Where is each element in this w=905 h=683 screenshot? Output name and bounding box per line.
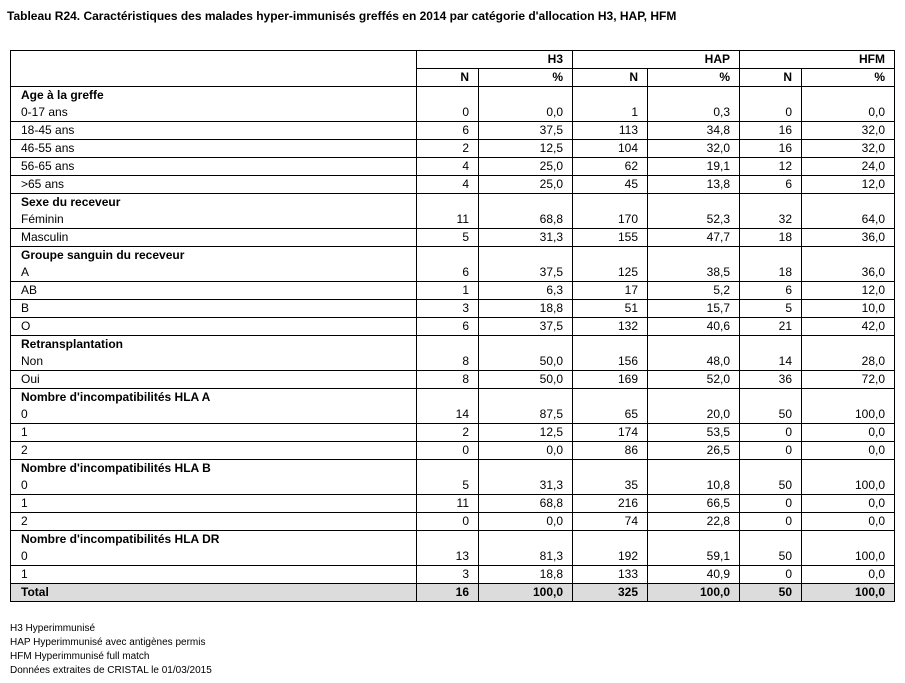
- table-cell: [479, 336, 573, 354]
- total-cell: 100,0: [802, 584, 895, 602]
- table-cell: 2: [417, 140, 479, 158]
- table-cell: 32,0: [802, 122, 895, 140]
- table-cell: 170: [573, 211, 648, 229]
- table-cell: 36,0: [802, 264, 895, 282]
- table-cell: 0,0: [802, 495, 895, 513]
- table-cell: 37,5: [479, 264, 573, 282]
- table-cell: 6: [417, 318, 479, 336]
- table-cell: 100,0: [802, 548, 895, 566]
- table-cell: 86: [573, 442, 648, 460]
- row-label: 2: [11, 442, 417, 460]
- table-cell: 31,3: [479, 229, 573, 247]
- table-cell: 155: [573, 229, 648, 247]
- section-header-row: [11, 247, 895, 265]
- row-label: 0: [11, 477, 417, 495]
- row-label: 46-55 ans: [11, 140, 417, 158]
- table-cell: 5: [417, 477, 479, 495]
- subheader: %: [648, 69, 740, 87]
- table-cell: 16: [740, 122, 802, 140]
- table-cell: 48,0: [648, 353, 740, 371]
- section-header-row: [11, 194, 895, 212]
- table-cell: 0,3: [648, 104, 740, 122]
- data-table: [10, 50, 895, 602]
- row-label: 18-45 ans: [11, 122, 417, 140]
- row-label: >65 ans: [11, 176, 417, 194]
- table-title: Tableau R24. Caractéristiques des malades hyper-immunisés greffés en 2014 par catégorie d'allocation H3, HAP, HFM: [7, 9, 677, 23]
- table-cell: [648, 194, 740, 212]
- table-cell: 66,5: [648, 495, 740, 513]
- table-cell: 16: [740, 140, 802, 158]
- table-cell: 64,0: [802, 211, 895, 229]
- table-cell: [740, 336, 802, 354]
- table-cell: 156: [573, 353, 648, 371]
- table-row: [11, 104, 895, 122]
- section-title: Groupe sanguin du receveur: [11, 247, 417, 265]
- table-cell: [802, 87, 895, 105]
- row-label: Non: [11, 353, 417, 371]
- header-blank: [11, 51, 417, 87]
- table-cell: [802, 389, 895, 407]
- table-cell: 12: [740, 158, 802, 176]
- footnotes: [10, 622, 212, 678]
- section-header-row: [11, 460, 895, 478]
- section-title: Nombre d'incompatibilités HLA DR: [11, 531, 417, 549]
- table-cell: [417, 87, 479, 105]
- table-cell: [417, 247, 479, 265]
- table-cell: 5: [417, 229, 479, 247]
- table-cell: 36: [740, 371, 802, 389]
- table-cell: 8: [417, 353, 479, 371]
- row-label: 1: [11, 566, 417, 584]
- table-cell: 6: [417, 122, 479, 140]
- table-cell: 6: [740, 282, 802, 300]
- total-cell: 50: [740, 584, 802, 602]
- table-cell: 2: [417, 424, 479, 442]
- row-label: A: [11, 264, 417, 282]
- section-title: Age à la greffe: [11, 87, 417, 105]
- total-cell: 325: [573, 584, 648, 602]
- table-cell: 18,8: [479, 300, 573, 318]
- table-cell: [417, 460, 479, 478]
- table-cell: 12,0: [802, 282, 895, 300]
- table-cell: 81,3: [479, 548, 573, 566]
- table-cell: [573, 87, 648, 105]
- table-cell: [648, 247, 740, 265]
- table-cell: 13,8: [648, 176, 740, 194]
- table-cell: [479, 87, 573, 105]
- table-cell: 12,5: [479, 424, 573, 442]
- table-cell: [479, 389, 573, 407]
- table-cell: 59,1: [648, 548, 740, 566]
- table-cell: 3: [417, 566, 479, 584]
- table-cell: [479, 460, 573, 478]
- subheader: N: [740, 69, 802, 87]
- table-cell: [573, 389, 648, 407]
- table-cell: 24,0: [802, 158, 895, 176]
- table-cell: 15,7: [648, 300, 740, 318]
- table-cell: 11: [417, 211, 479, 229]
- table-cell: [740, 194, 802, 212]
- table-cell: 47,7: [648, 229, 740, 247]
- table-cell: 0,0: [802, 424, 895, 442]
- table-row: [11, 477, 895, 495]
- table-cell: 6: [417, 264, 479, 282]
- table-cell: 0: [417, 442, 479, 460]
- table-row: [11, 122, 895, 140]
- table-cell: 18: [740, 264, 802, 282]
- table-cell: 1: [573, 104, 648, 122]
- table-cell: 25,0: [479, 158, 573, 176]
- table-cell: 38,5: [648, 264, 740, 282]
- table-cell: 21: [740, 318, 802, 336]
- table-cell: 50: [740, 477, 802, 495]
- table-row: [11, 158, 895, 176]
- table-cell: [573, 194, 648, 212]
- table-cell: 52,0: [648, 371, 740, 389]
- table-header: [11, 51, 895, 87]
- table-cell: 65: [573, 406, 648, 424]
- table-cell: [648, 336, 740, 354]
- table-cell: 40,9: [648, 566, 740, 584]
- table-row: [11, 300, 895, 318]
- table-cell: 8: [417, 371, 479, 389]
- table-cell: 132: [573, 318, 648, 336]
- table-cell: [573, 460, 648, 478]
- table-cell: 0: [740, 566, 802, 584]
- table-cell: 100,0: [802, 406, 895, 424]
- section-title: Sexe du receveur: [11, 194, 417, 212]
- row-label: 0: [11, 406, 417, 424]
- table-cell: 14: [740, 353, 802, 371]
- table-cell: 6,3: [479, 282, 573, 300]
- total-row: [11, 584, 895, 602]
- table-cell: 11: [417, 495, 479, 513]
- section-title: Retransplantation: [11, 336, 417, 354]
- table-cell: 35: [573, 477, 648, 495]
- table-cell: 22,8: [648, 513, 740, 531]
- table-cell: 6: [740, 176, 802, 194]
- table-cell: 13: [417, 548, 479, 566]
- table-cell: 62: [573, 158, 648, 176]
- table-cell: 133: [573, 566, 648, 584]
- table-cell: 28,0: [802, 353, 895, 371]
- table-cell: [479, 194, 573, 212]
- table-cell: [802, 247, 895, 265]
- table-row: [11, 424, 895, 442]
- footnote: Données extraites de CRISTAL le 01/03/2015: [10, 665, 212, 676]
- table-cell: 216: [573, 495, 648, 513]
- table-cell: 50,0: [479, 353, 573, 371]
- footnote: HAP Hyperimmunisé avec antigènes permis: [10, 637, 206, 648]
- table-cell: 50,0: [479, 371, 573, 389]
- table-row: [11, 371, 895, 389]
- table-cell: 25,0: [479, 176, 573, 194]
- footnote: HFM Hyperimmunisé full match: [10, 651, 150, 662]
- table-cell: [740, 389, 802, 407]
- table-cell: 53,5: [648, 424, 740, 442]
- table-cell: [479, 247, 573, 265]
- row-label: 0-17 ans: [11, 104, 417, 122]
- table-cell: 113: [573, 122, 648, 140]
- total-cell: 100,0: [479, 584, 573, 602]
- table-cell: 45: [573, 176, 648, 194]
- group-header: H3: [417, 51, 573, 69]
- table-row: [11, 513, 895, 531]
- table-row: [11, 406, 895, 424]
- subheader: N: [573, 69, 648, 87]
- table-row: [11, 442, 895, 460]
- table-row: [11, 548, 895, 566]
- table-cell: 52,3: [648, 211, 740, 229]
- row-label: B: [11, 300, 417, 318]
- table-cell: 68,8: [479, 211, 573, 229]
- table-cell: 32,0: [802, 140, 895, 158]
- table-cell: [417, 389, 479, 407]
- table-cell: 32,0: [648, 140, 740, 158]
- table-cell: [573, 531, 648, 549]
- table-row: [11, 211, 895, 229]
- section-header-row: [11, 336, 895, 354]
- table-cell: 87,5: [479, 406, 573, 424]
- row-label: AB: [11, 282, 417, 300]
- table-cell: 34,8: [648, 122, 740, 140]
- table-cell: 37,5: [479, 318, 573, 336]
- table-cell: [648, 531, 740, 549]
- table-cell: 0,0: [802, 566, 895, 584]
- row-label: O: [11, 318, 417, 336]
- table-cell: 74: [573, 513, 648, 531]
- table-cell: [740, 531, 802, 549]
- table-cell: 4: [417, 176, 479, 194]
- table-cell: [648, 87, 740, 105]
- section-header-row: [11, 531, 895, 549]
- table-cell: [740, 460, 802, 478]
- total-cell: 16: [417, 584, 479, 602]
- table-cell: 72,0: [802, 371, 895, 389]
- table-cell: 0: [740, 424, 802, 442]
- table-cell: 68,8: [479, 495, 573, 513]
- table-cell: [573, 336, 648, 354]
- table-row: [11, 318, 895, 336]
- table-row: [11, 176, 895, 194]
- table-cell: 4: [417, 158, 479, 176]
- group-header-row: [11, 51, 895, 69]
- row-label: Féminin: [11, 211, 417, 229]
- table-cell: [417, 531, 479, 549]
- table-cell: 5,2: [648, 282, 740, 300]
- row-label: Oui: [11, 371, 417, 389]
- table-cell: 32: [740, 211, 802, 229]
- table-row: [11, 495, 895, 513]
- table-cell: 0,0: [802, 513, 895, 531]
- table-cell: 10,0: [802, 300, 895, 318]
- table-cell: 0: [417, 104, 479, 122]
- table-cell: 0: [417, 513, 479, 531]
- table-cell: 0,0: [802, 104, 895, 122]
- table-cell: 50: [740, 406, 802, 424]
- table-cell: [802, 531, 895, 549]
- table-cell: 12,0: [802, 176, 895, 194]
- table-cell: [740, 87, 802, 105]
- table-cell: 14: [417, 406, 479, 424]
- table-cell: 18,8: [479, 566, 573, 584]
- table-cell: 42,0: [802, 318, 895, 336]
- table-cell: 125: [573, 264, 648, 282]
- table-cell: 0: [740, 104, 802, 122]
- table-cell: 192: [573, 548, 648, 566]
- table-cell: 51: [573, 300, 648, 318]
- table-cell: 0,0: [479, 104, 573, 122]
- table-cell: [648, 460, 740, 478]
- table-cell: 1: [417, 282, 479, 300]
- table-cell: 17: [573, 282, 648, 300]
- table-row: [11, 566, 895, 584]
- table-row: [11, 140, 895, 158]
- subheader: %: [479, 69, 573, 87]
- table-cell: 37,5: [479, 122, 573, 140]
- section-header-row: [11, 87, 895, 105]
- table-row: [11, 282, 895, 300]
- table-cell: [417, 336, 479, 354]
- subheader: %: [802, 69, 895, 87]
- table-cell: 12,5: [479, 140, 573, 158]
- table-row: [11, 264, 895, 282]
- section-header-row: [11, 389, 895, 407]
- group-header: HFM: [740, 51, 895, 69]
- table-cell: 0: [740, 495, 802, 513]
- table-cell: 5: [740, 300, 802, 318]
- table-cell: 18: [740, 229, 802, 247]
- table-cell: 10,8: [648, 477, 740, 495]
- table-cell: [802, 336, 895, 354]
- table-cell: [573, 247, 648, 265]
- total-cell: 100,0: [648, 584, 740, 602]
- table-cell: 100,0: [802, 477, 895, 495]
- table-cell: 0,0: [802, 442, 895, 460]
- table-cell: 0,0: [479, 442, 573, 460]
- row-label: 1: [11, 424, 417, 442]
- table-cell: 36,0: [802, 229, 895, 247]
- section-title: Nombre d'incompatibilités HLA A: [11, 389, 417, 407]
- table-cell: [740, 247, 802, 265]
- table-cell: [479, 531, 573, 549]
- row-label: 56-65 ans: [11, 158, 417, 176]
- table-cell: 40,6: [648, 318, 740, 336]
- table-cell: 169: [573, 371, 648, 389]
- row-label: Masculin: [11, 229, 417, 247]
- table-cell: 3: [417, 300, 479, 318]
- table-cell: [802, 460, 895, 478]
- table-cell: 174: [573, 424, 648, 442]
- table-cell: 0: [740, 442, 802, 460]
- table-cell: [417, 194, 479, 212]
- table-cell: 0: [740, 513, 802, 531]
- table-cell: 20,0: [648, 406, 740, 424]
- row-label: 0: [11, 548, 417, 566]
- group-header: HAP: [573, 51, 740, 69]
- table-cell: 50: [740, 548, 802, 566]
- table-cell: [802, 194, 895, 212]
- section-title: Nombre d'incompatibilités HLA B: [11, 460, 417, 478]
- footnote: H3 Hyperimmunisé: [10, 623, 96, 634]
- row-label: 2: [11, 513, 417, 531]
- table-cell: 0,0: [479, 513, 573, 531]
- table-cell: 31,3: [479, 477, 573, 495]
- table-row: [11, 353, 895, 371]
- table-cell: 26,5: [648, 442, 740, 460]
- table-body: [11, 87, 895, 602]
- subheader: N: [417, 69, 479, 87]
- table-cell: 104: [573, 140, 648, 158]
- total-label: Total: [11, 584, 417, 602]
- table-row: [11, 229, 895, 247]
- row-label: 1: [11, 495, 417, 513]
- table-cell: [648, 389, 740, 407]
- table-cell: 19,1: [648, 158, 740, 176]
